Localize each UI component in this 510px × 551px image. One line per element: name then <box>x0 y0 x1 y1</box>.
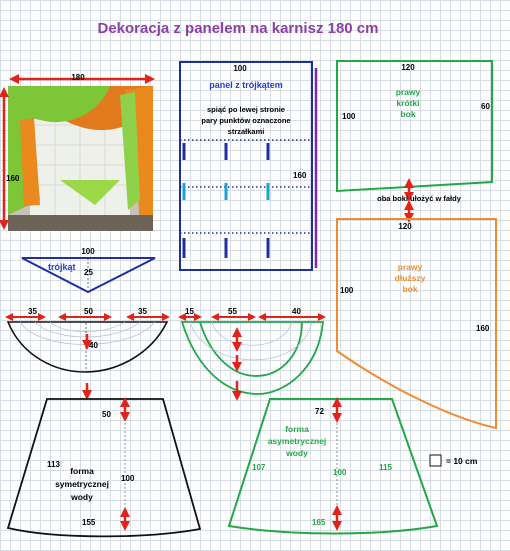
right-short-left-label: 100 <box>342 112 356 121</box>
panel-point-arrows <box>184 143 268 258</box>
swag-symmetric <box>8 322 167 372</box>
swag-asym-seg-right: 40 <box>292 307 301 316</box>
right-long-left-label: 100 <box>340 286 354 295</box>
right-long-top-label: 120 <box>398 222 412 231</box>
right-short-top-label: 120 <box>401 63 415 72</box>
swag-sym-depth: 40 <box>89 341 98 350</box>
panel-height-label: 160 <box>293 171 307 180</box>
form-asym-name-2: asymetrycznej <box>267 436 327 446</box>
right-short-side <box>337 61 492 191</box>
form-sym-top: 50 <box>102 410 111 419</box>
form-asym-left: 107 <box>252 463 266 472</box>
swag-asym-seg-mid: 55 <box>228 307 237 316</box>
form-sym-bottom: 155 <box>82 518 96 527</box>
form-sym-side: 113 <box>47 460 60 469</box>
between-note: oba boki ułożyć w fałdy <box>377 194 461 203</box>
panel-note-line-3: strzałkami <box>227 127 265 136</box>
swag-sym-seg-left: 35 <box>28 307 37 316</box>
right-long-right-label: 160 <box>476 324 490 333</box>
form-sym-name-1: forma <box>70 466 94 476</box>
swag-sym-seg-mid: 50 <box>84 307 93 316</box>
panel-fold-points <box>180 140 312 233</box>
photo-height-label: 160 <box>6 174 20 183</box>
right-short-name-2: krótki <box>396 98 420 108</box>
form-asym-name-1: forma <box>285 424 309 434</box>
panel-width-label: 100 <box>233 64 247 73</box>
legend-text: = 10 cm <box>446 456 478 466</box>
right-long-side <box>337 219 496 428</box>
photo-width-label: 180 <box>71 73 85 82</box>
form-asym-right: 115 <box>379 463 392 472</box>
panel-name: panel z trójkątem <box>209 80 283 90</box>
right-long-name-2: dłuższy <box>394 273 426 283</box>
triangle-height-label: 25 <box>84 268 93 277</box>
swag-asym-seg-left: 15 <box>185 307 194 316</box>
form-asym-height: 100 <box>333 468 347 477</box>
triangle-name: trójkąt <box>48 262 76 272</box>
right-long-name-1: prawy <box>397 262 423 272</box>
swag-sym-seg-right: 35 <box>138 307 147 316</box>
form-sym-name-2: symetrycznej <box>55 479 109 489</box>
form-sym-name-3: wody <box>71 492 93 502</box>
swag-asymmetric <box>182 322 323 394</box>
panel-note-line-1: spiąć po lewej stronie <box>207 105 285 114</box>
triangle-width-label: 100 <box>81 247 95 256</box>
page-title: Dekoracja z panelem na karnisz 180 cm <box>97 20 379 37</box>
right-long-name-3: bok <box>402 284 418 294</box>
form-sym-height: 100 <box>121 474 135 483</box>
panel-rect <box>180 62 312 270</box>
panel-note-line-2: pary punktów oznaczone <box>201 116 291 125</box>
right-short-right-label: 60 <box>481 102 490 111</box>
right-short-name-3: bok <box>400 109 416 119</box>
curtain-photo <box>8 86 153 231</box>
legend-square <box>430 455 441 466</box>
form-asym-top: 72 <box>315 407 324 416</box>
form-asym-name-3: wody <box>286 448 308 458</box>
form-symmetric <box>8 399 200 536</box>
form-asym-bottom: 165 <box>312 518 326 527</box>
right-short-name-1: prawy <box>395 87 421 97</box>
